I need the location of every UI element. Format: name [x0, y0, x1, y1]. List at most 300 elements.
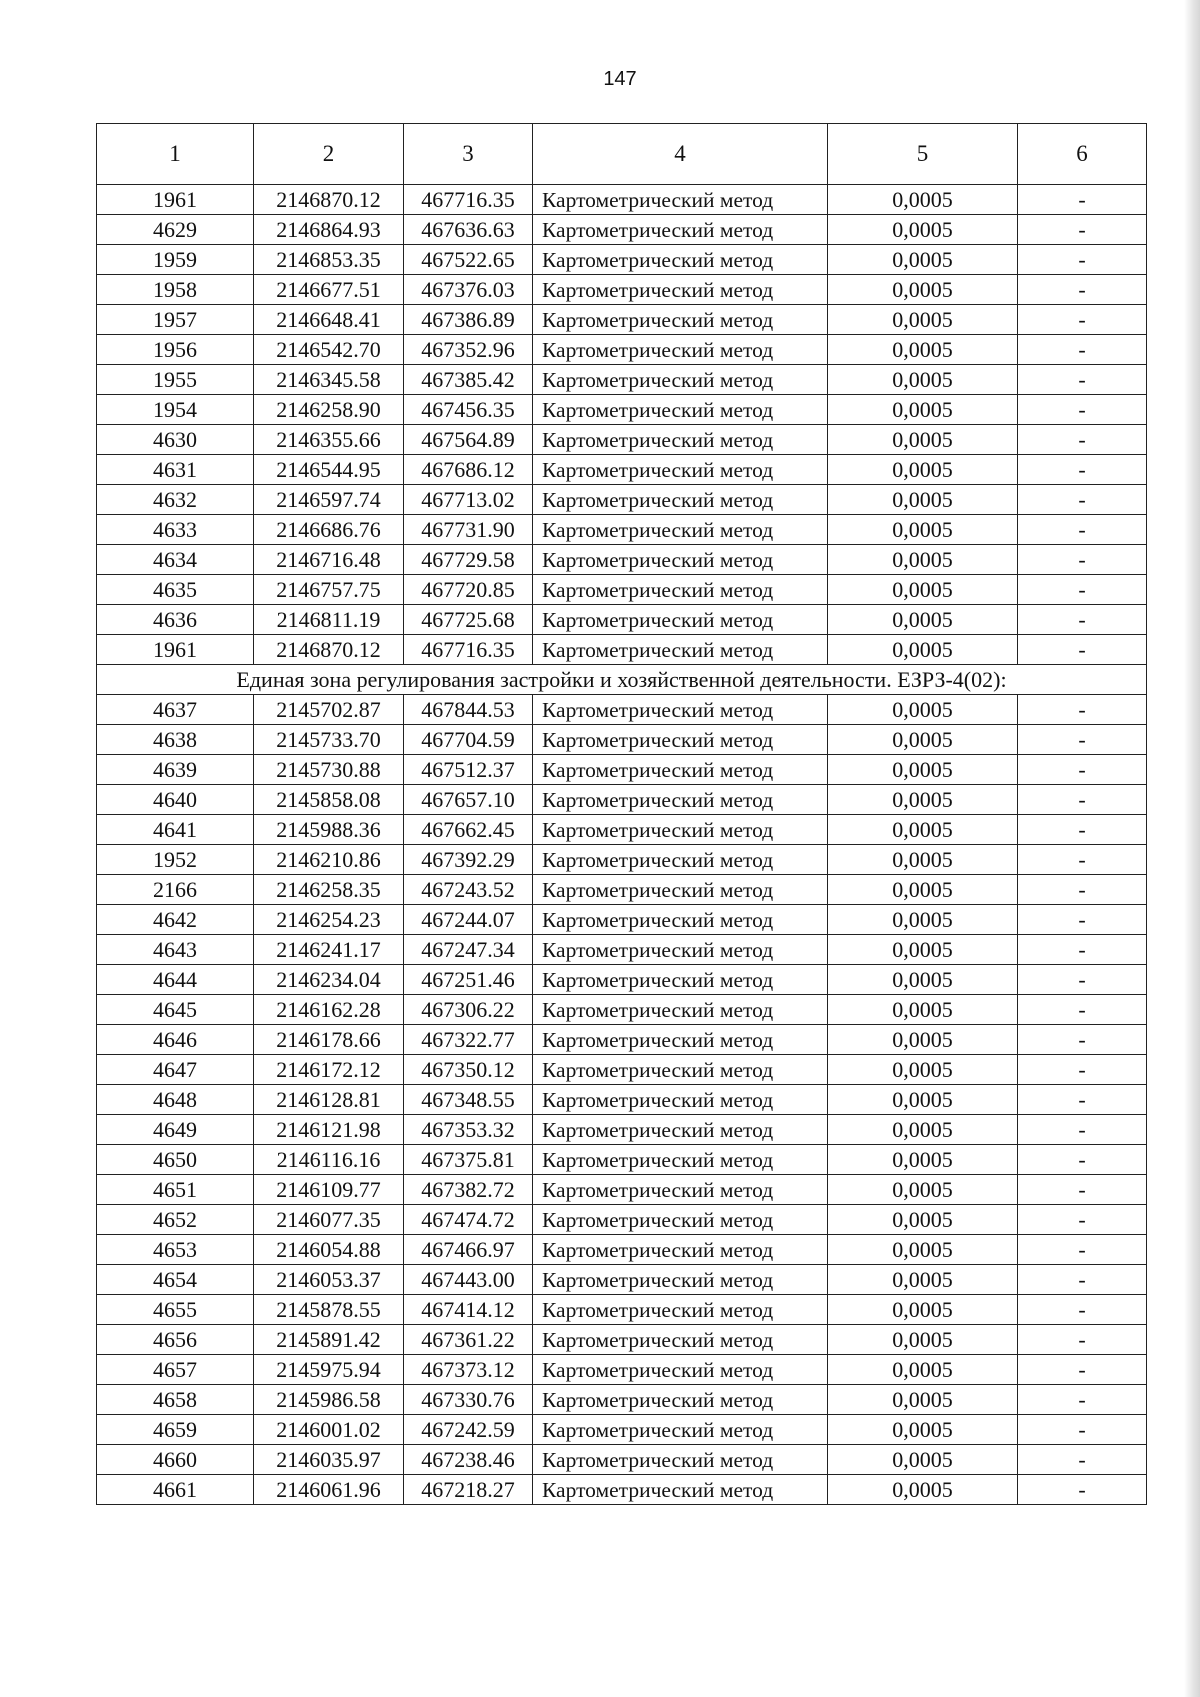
- y-coordinate-cell: 467844.53: [404, 695, 533, 725]
- accuracy-cell: 0,0005: [828, 1205, 1018, 1235]
- x-coordinate-cell: 2146116.16: [254, 1145, 404, 1175]
- note-cell: -: [1018, 425, 1147, 455]
- y-coordinate-cell: 467386.89: [404, 305, 533, 335]
- table-row: [97, 1475, 1147, 1505]
- note-cell: -: [1018, 1145, 1147, 1175]
- table-row: [97, 725, 1147, 755]
- table-row: [97, 305, 1147, 335]
- accuracy-cell: 0,0005: [828, 1325, 1018, 1355]
- x-coordinate-cell: 2146870.12: [254, 185, 404, 215]
- note-cell: -: [1018, 1175, 1147, 1205]
- method-cell: Картометрический метод: [533, 335, 828, 365]
- section-title: Единая зона регулирования застройки и хозяйственной деятельности. ЕЗРЗ-4(02):: [97, 665, 1147, 695]
- point-number-cell: 4633: [97, 515, 254, 545]
- note-cell: -: [1018, 485, 1147, 515]
- method-cell: Картометрический метод: [533, 1025, 828, 1055]
- accuracy-cell: 0,0005: [828, 785, 1018, 815]
- table-row: [97, 245, 1147, 275]
- y-coordinate-cell: 467731.90: [404, 515, 533, 545]
- point-number-cell: 4629: [97, 215, 254, 245]
- method-cell: Картометрический метод: [533, 455, 828, 485]
- table-row: [97, 515, 1147, 545]
- table-row: [97, 185, 1147, 215]
- x-coordinate-cell: 2146210.86: [254, 845, 404, 875]
- y-coordinate-cell: 467729.58: [404, 545, 533, 575]
- note-cell: -: [1018, 635, 1147, 665]
- point-number-cell: 4634: [97, 545, 254, 575]
- accuracy-cell: 0,0005: [828, 635, 1018, 665]
- table-row: [97, 1385, 1147, 1415]
- y-coordinate-cell: 467456.35: [404, 395, 533, 425]
- note-cell: -: [1018, 515, 1147, 545]
- table-row: [97, 545, 1147, 575]
- x-coordinate-cell: 2145988.36: [254, 815, 404, 845]
- point-number-cell: 4632: [97, 485, 254, 515]
- table-row: [97, 335, 1147, 365]
- accuracy-cell: 0,0005: [828, 755, 1018, 785]
- table-row: [97, 935, 1147, 965]
- table-row: [97, 1265, 1147, 1295]
- note-cell: -: [1018, 695, 1147, 725]
- note-cell: -: [1018, 725, 1147, 755]
- accuracy-cell: 0,0005: [828, 425, 1018, 455]
- coordinates-table: [96, 123, 1147, 1505]
- table-row: [97, 1025, 1147, 1055]
- note-cell: -: [1018, 1115, 1147, 1145]
- accuracy-cell: 0,0005: [828, 1175, 1018, 1205]
- point-number-cell: 4636: [97, 605, 254, 635]
- x-coordinate-cell: 2146686.76: [254, 515, 404, 545]
- y-coordinate-cell: 467720.85: [404, 575, 533, 605]
- x-coordinate-cell: 2146597.74: [254, 485, 404, 515]
- method-cell: Картометрический метод: [533, 785, 828, 815]
- point-number-cell: 1955: [97, 365, 254, 395]
- table-row: [97, 395, 1147, 425]
- y-coordinate-cell: 467376.03: [404, 275, 533, 305]
- table-row: [97, 1415, 1147, 1445]
- table-row: [97, 1325, 1147, 1355]
- point-number-cell: 4646: [97, 1025, 254, 1055]
- note-cell: -: [1018, 605, 1147, 635]
- table-row: [97, 1055, 1147, 1085]
- method-cell: Картометрический метод: [533, 755, 828, 785]
- method-cell: Картометрический метод: [533, 995, 828, 1025]
- method-cell: Картометрический метод: [533, 185, 828, 215]
- note-cell: -: [1018, 1325, 1147, 1355]
- method-cell: Картометрический метод: [533, 515, 828, 545]
- x-coordinate-cell: 2145891.42: [254, 1325, 404, 1355]
- table-row: [97, 425, 1147, 455]
- y-coordinate-cell: 467382.72: [404, 1175, 533, 1205]
- point-number-cell: 1961: [97, 635, 254, 665]
- x-coordinate-cell: 2145733.70: [254, 725, 404, 755]
- accuracy-cell: 0,0005: [828, 275, 1018, 305]
- table-row: [97, 905, 1147, 935]
- note-cell: -: [1018, 755, 1147, 785]
- header-cell-3: 3: [404, 124, 533, 185]
- method-cell: Картометрический метод: [533, 1115, 828, 1145]
- y-coordinate-cell: 467414.12: [404, 1295, 533, 1325]
- note-cell: -: [1018, 1265, 1147, 1295]
- point-number-cell: 4661: [97, 1475, 254, 1505]
- method-cell: Картометрический метод: [533, 635, 828, 665]
- x-coordinate-cell: 2146544.95: [254, 455, 404, 485]
- accuracy-cell: 0,0005: [828, 1025, 1018, 1055]
- accuracy-cell: 0,0005: [828, 245, 1018, 275]
- y-coordinate-cell: 467352.96: [404, 335, 533, 365]
- note-cell: -: [1018, 575, 1147, 605]
- point-number-cell: 1957: [97, 305, 254, 335]
- point-number-cell: 4631: [97, 455, 254, 485]
- y-coordinate-cell: 467716.35: [404, 635, 533, 665]
- y-coordinate-cell: 467564.89: [404, 425, 533, 455]
- table-row: [97, 875, 1147, 905]
- method-cell: Картометрический метод: [533, 875, 828, 905]
- x-coordinate-cell: 2146254.23: [254, 905, 404, 935]
- point-number-cell: 4649: [97, 1115, 254, 1145]
- point-number-cell: 4658: [97, 1385, 254, 1415]
- y-coordinate-cell: 467385.42: [404, 365, 533, 395]
- y-coordinate-cell: 467686.12: [404, 455, 533, 485]
- point-number-cell: 4650: [97, 1145, 254, 1175]
- method-cell: Картометрический метод: [533, 1415, 828, 1445]
- table-row: [97, 995, 1147, 1025]
- accuracy-cell: 0,0005: [828, 815, 1018, 845]
- point-number-cell: 4652: [97, 1205, 254, 1235]
- x-coordinate-cell: 2145975.94: [254, 1355, 404, 1385]
- point-number-cell: 4643: [97, 935, 254, 965]
- accuracy-cell: 0,0005: [828, 995, 1018, 1025]
- y-coordinate-cell: 467242.59: [404, 1415, 533, 1445]
- y-coordinate-cell: 467662.45: [404, 815, 533, 845]
- x-coordinate-cell: 2146121.98: [254, 1115, 404, 1145]
- accuracy-cell: 0,0005: [828, 455, 1018, 485]
- accuracy-cell: 0,0005: [828, 185, 1018, 215]
- y-coordinate-cell: 467522.65: [404, 245, 533, 275]
- accuracy-cell: 0,0005: [828, 1115, 1018, 1145]
- note-cell: -: [1018, 305, 1147, 335]
- point-number-cell: 4639: [97, 755, 254, 785]
- x-coordinate-cell: 2146870.12: [254, 635, 404, 665]
- y-coordinate-cell: 467251.46: [404, 965, 533, 995]
- x-coordinate-cell: 2146542.70: [254, 335, 404, 365]
- table-row: [97, 215, 1147, 245]
- y-coordinate-cell: 467322.77: [404, 1025, 533, 1055]
- header-cell-1: 1: [97, 124, 254, 185]
- method-cell: Картометрический метод: [533, 1085, 828, 1115]
- y-coordinate-cell: 467474.72: [404, 1205, 533, 1235]
- accuracy-cell: 0,0005: [828, 605, 1018, 635]
- x-coordinate-cell: 2146061.96: [254, 1475, 404, 1505]
- note-cell: -: [1018, 965, 1147, 995]
- method-cell: Картометрический метод: [533, 1055, 828, 1085]
- y-coordinate-cell: 467353.32: [404, 1115, 533, 1145]
- x-coordinate-cell: 2146677.51: [254, 275, 404, 305]
- table-body: [97, 185, 1147, 1505]
- page-number: 147: [603, 68, 637, 90]
- method-cell: Картометрический метод: [533, 215, 828, 245]
- point-number-cell: 4653: [97, 1235, 254, 1265]
- point-number-cell: 1958: [97, 275, 254, 305]
- note-cell: -: [1018, 905, 1147, 935]
- table-row: [97, 275, 1147, 305]
- note-cell: -: [1018, 875, 1147, 905]
- header-row: [97, 124, 1147, 185]
- point-number-cell: 4647: [97, 1055, 254, 1085]
- y-coordinate-cell: 467443.00: [404, 1265, 533, 1295]
- accuracy-cell: 0,0005: [828, 1475, 1018, 1505]
- method-cell: Картометрический метод: [533, 575, 828, 605]
- note-cell: -: [1018, 395, 1147, 425]
- table-row: [97, 1355, 1147, 1385]
- point-number-cell: 4642: [97, 905, 254, 935]
- x-coordinate-cell: 2146258.90: [254, 395, 404, 425]
- y-coordinate-cell: 467704.59: [404, 725, 533, 755]
- table-row: [97, 605, 1147, 635]
- point-number-cell: 1956: [97, 335, 254, 365]
- table-row: [97, 755, 1147, 785]
- note-cell: -: [1018, 995, 1147, 1025]
- y-coordinate-cell: 467350.12: [404, 1055, 533, 1085]
- y-coordinate-cell: 467361.22: [404, 1325, 533, 1355]
- point-number-cell: 4644: [97, 965, 254, 995]
- table-row: [97, 635, 1147, 665]
- point-number-cell: 4655: [97, 1295, 254, 1325]
- table-row: [97, 785, 1147, 815]
- x-coordinate-cell: 2146053.37: [254, 1265, 404, 1295]
- table-row: [97, 365, 1147, 395]
- x-coordinate-cell: 2146077.35: [254, 1205, 404, 1235]
- note-cell: -: [1018, 1385, 1147, 1415]
- accuracy-cell: 0,0005: [828, 1265, 1018, 1295]
- table-row: [97, 1175, 1147, 1205]
- note-cell: -: [1018, 1055, 1147, 1085]
- note-cell: -: [1018, 275, 1147, 305]
- accuracy-cell: 0,0005: [828, 1085, 1018, 1115]
- point-number-cell: 4630: [97, 425, 254, 455]
- accuracy-cell: 0,0005: [828, 365, 1018, 395]
- method-cell: Картометрический метод: [533, 305, 828, 335]
- note-cell: -: [1018, 185, 1147, 215]
- method-cell: Картометрический метод: [533, 245, 828, 275]
- accuracy-cell: 0,0005: [828, 1295, 1018, 1325]
- y-coordinate-cell: 467657.10: [404, 785, 533, 815]
- method-cell: Картометрический метод: [533, 605, 828, 635]
- point-number-cell: 4651: [97, 1175, 254, 1205]
- table-row: [97, 1115, 1147, 1145]
- note-cell: -: [1018, 1475, 1147, 1505]
- method-cell: Картометрический метод: [533, 935, 828, 965]
- x-coordinate-cell: 2146853.35: [254, 245, 404, 275]
- note-cell: -: [1018, 245, 1147, 275]
- x-coordinate-cell: 2145730.88: [254, 755, 404, 785]
- y-coordinate-cell: 467725.68: [404, 605, 533, 635]
- x-coordinate-cell: 2146001.02: [254, 1415, 404, 1445]
- method-cell: Картометрический метод: [533, 545, 828, 575]
- table-header: [97, 124, 1147, 185]
- method-cell: Картометрический метод: [533, 1175, 828, 1205]
- y-coordinate-cell: 467238.46: [404, 1445, 533, 1475]
- point-number-cell: 1961: [97, 185, 254, 215]
- note-cell: -: [1018, 1025, 1147, 1055]
- accuracy-cell: 0,0005: [828, 575, 1018, 605]
- point-number-cell: 4640: [97, 785, 254, 815]
- table-row: [97, 1295, 1147, 1325]
- accuracy-cell: 0,0005: [828, 215, 1018, 245]
- accuracy-cell: 0,0005: [828, 1385, 1018, 1415]
- note-cell: -: [1018, 845, 1147, 875]
- method-cell: Картометрический метод: [533, 905, 828, 935]
- x-coordinate-cell: 2146162.28: [254, 995, 404, 1025]
- method-cell: Картометрический метод: [533, 1355, 828, 1385]
- x-coordinate-cell: 2146258.35: [254, 875, 404, 905]
- accuracy-cell: 0,0005: [828, 515, 1018, 545]
- x-coordinate-cell: 2146811.19: [254, 605, 404, 635]
- point-number-cell: 4659: [97, 1415, 254, 1445]
- accuracy-cell: 0,0005: [828, 335, 1018, 365]
- coordinates-table-wrap: [96, 123, 1146, 1505]
- y-coordinate-cell: 467512.37: [404, 755, 533, 785]
- point-number-cell: 4660: [97, 1445, 254, 1475]
- point-number-cell: 1952: [97, 845, 254, 875]
- accuracy-cell: 0,0005: [828, 1355, 1018, 1385]
- point-number-cell: 1954: [97, 395, 254, 425]
- table-row: [97, 1445, 1147, 1475]
- note-cell: -: [1018, 1205, 1147, 1235]
- note-cell: -: [1018, 1445, 1147, 1475]
- y-coordinate-cell: 467713.02: [404, 485, 533, 515]
- note-cell: -: [1018, 1295, 1147, 1325]
- table-row: [97, 575, 1147, 605]
- x-coordinate-cell: 2145986.58: [254, 1385, 404, 1415]
- y-coordinate-cell: 467636.63: [404, 215, 533, 245]
- method-cell: Картометрический метод: [533, 395, 828, 425]
- method-cell: Картометрический метод: [533, 1235, 828, 1265]
- note-cell: -: [1018, 545, 1147, 575]
- note-cell: -: [1018, 455, 1147, 485]
- point-number-cell: 1959: [97, 245, 254, 275]
- table-row: [97, 455, 1147, 485]
- method-cell: Картометрический метод: [533, 1145, 828, 1175]
- note-cell: -: [1018, 935, 1147, 965]
- header-cell-2: 2: [254, 124, 404, 185]
- method-cell: Картометрический метод: [533, 725, 828, 755]
- header-cell-5: 5: [828, 124, 1018, 185]
- note-cell: -: [1018, 1355, 1147, 1385]
- x-coordinate-cell: 2146128.81: [254, 1085, 404, 1115]
- table-row: [97, 1085, 1147, 1115]
- method-cell: Картометрический метод: [533, 365, 828, 395]
- method-cell: Картометрический метод: [533, 1265, 828, 1295]
- table-row: [97, 1205, 1147, 1235]
- note-cell: -: [1018, 1415, 1147, 1445]
- x-coordinate-cell: 2146345.58: [254, 365, 404, 395]
- x-coordinate-cell: 2146172.12: [254, 1055, 404, 1085]
- note-cell: -: [1018, 785, 1147, 815]
- table-row: [97, 1235, 1147, 1265]
- y-coordinate-cell: 467375.81: [404, 1145, 533, 1175]
- method-cell: Картометрический метод: [533, 845, 828, 875]
- x-coordinate-cell: 2146054.88: [254, 1235, 404, 1265]
- point-number-cell: 4635: [97, 575, 254, 605]
- x-coordinate-cell: 2145878.55: [254, 1295, 404, 1325]
- table-row: [97, 1145, 1147, 1175]
- x-coordinate-cell: 2146035.97: [254, 1445, 404, 1475]
- table-row: [97, 815, 1147, 845]
- x-coordinate-cell: 2146716.48: [254, 545, 404, 575]
- method-cell: Картометрический метод: [533, 1325, 828, 1355]
- point-number-cell: 4637: [97, 695, 254, 725]
- y-coordinate-cell: 467716.35: [404, 185, 533, 215]
- method-cell: Картометрический метод: [533, 1445, 828, 1475]
- accuracy-cell: 0,0005: [828, 1145, 1018, 1175]
- table-row: [97, 845, 1147, 875]
- method-cell: Картометрический метод: [533, 485, 828, 515]
- x-coordinate-cell: 2145702.87: [254, 695, 404, 725]
- table-row: [97, 485, 1147, 515]
- table-row: [97, 695, 1147, 725]
- accuracy-cell: 0,0005: [828, 1445, 1018, 1475]
- method-cell: Картометрический метод: [533, 1475, 828, 1505]
- point-number-cell: 4645: [97, 995, 254, 1025]
- method-cell: Картометрический метод: [533, 695, 828, 725]
- note-cell: -: [1018, 335, 1147, 365]
- method-cell: Картометрический метод: [533, 815, 828, 845]
- note-cell: -: [1018, 215, 1147, 245]
- accuracy-cell: 0,0005: [828, 965, 1018, 995]
- point-number-cell: 4641: [97, 815, 254, 845]
- scan-edge-shadow: [1184, 0, 1200, 1697]
- x-coordinate-cell: 2146178.66: [254, 1025, 404, 1055]
- x-coordinate-cell: 2146109.77: [254, 1175, 404, 1205]
- table-row: [97, 965, 1147, 995]
- x-coordinate-cell: 2146864.93: [254, 215, 404, 245]
- method-cell: Картометрический метод: [533, 1205, 828, 1235]
- method-cell: Картометрический метод: [533, 275, 828, 305]
- accuracy-cell: 0,0005: [828, 935, 1018, 965]
- note-cell: -: [1018, 815, 1147, 845]
- y-coordinate-cell: 467373.12: [404, 1355, 533, 1385]
- accuracy-cell: 0,0005: [828, 845, 1018, 875]
- accuracy-cell: 0,0005: [828, 905, 1018, 935]
- accuracy-cell: 0,0005: [828, 1055, 1018, 1085]
- accuracy-cell: 0,0005: [828, 545, 1018, 575]
- method-cell: Картометрический метод: [533, 425, 828, 455]
- accuracy-cell: 0,0005: [828, 485, 1018, 515]
- header-cell-4: 4: [533, 124, 828, 185]
- note-cell: -: [1018, 365, 1147, 395]
- y-coordinate-cell: 467247.34: [404, 935, 533, 965]
- section-row: [97, 665, 1147, 695]
- accuracy-cell: 0,0005: [828, 305, 1018, 335]
- y-coordinate-cell: 467244.07: [404, 905, 533, 935]
- method-cell: Картометрический метод: [533, 1295, 828, 1325]
- x-coordinate-cell: 2146355.66: [254, 425, 404, 455]
- point-number-cell: 4656: [97, 1325, 254, 1355]
- y-coordinate-cell: 467243.52: [404, 875, 533, 905]
- accuracy-cell: 0,0005: [828, 395, 1018, 425]
- accuracy-cell: 0,0005: [828, 1415, 1018, 1445]
- y-coordinate-cell: 467330.76: [404, 1385, 533, 1415]
- method-cell: Картометрический метод: [533, 1385, 828, 1415]
- x-coordinate-cell: 2146757.75: [254, 575, 404, 605]
- x-coordinate-cell: 2146648.41: [254, 305, 404, 335]
- x-coordinate-cell: 2146241.17: [254, 935, 404, 965]
- y-coordinate-cell: 467218.27: [404, 1475, 533, 1505]
- header-cell-6: 6: [1018, 124, 1147, 185]
- point-number-cell: 4648: [97, 1085, 254, 1115]
- accuracy-cell: 0,0005: [828, 725, 1018, 755]
